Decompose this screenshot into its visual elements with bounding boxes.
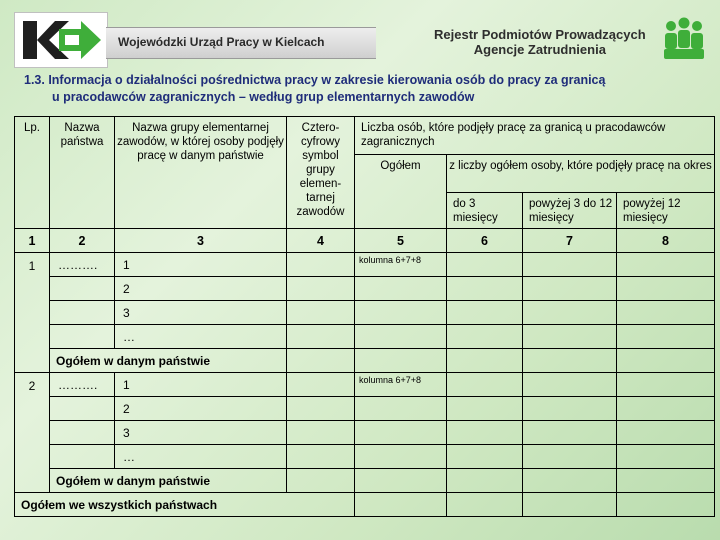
col-number: 5 xyxy=(355,229,447,253)
table-row xyxy=(15,373,715,397)
header-symbol: Cztero-cyfrowy symbol grupy elemen-tarnej zawodów xyxy=(287,117,355,229)
table-row xyxy=(15,277,715,301)
table-row xyxy=(15,253,715,277)
block-lp: 1 xyxy=(15,253,50,373)
grand-total-row xyxy=(15,493,715,517)
subtotal-label: Ogółem w danym państwie xyxy=(50,469,287,493)
grand-total-label: Ogółem we wszystkich państwach xyxy=(15,493,355,517)
col-number: 7 xyxy=(523,229,617,253)
wup-logo xyxy=(14,12,108,68)
block-lp: 2 xyxy=(15,373,50,493)
subtotal-label: Ogółem w danym państwie xyxy=(50,349,287,373)
registry-title-line2: Agencje Zatrudnienia xyxy=(473,42,606,57)
people-group-icon xyxy=(660,16,708,64)
group-item: … xyxy=(115,445,287,469)
header xyxy=(0,0,720,70)
header-period-1: do 3 miesięcy xyxy=(447,193,523,229)
group-item: 1 xyxy=(115,373,287,397)
group-item: … xyxy=(115,325,287,349)
col-number: 4 xyxy=(287,229,355,253)
table-row xyxy=(15,421,715,445)
header-period-2: powyżej 3 do 12 miesięcy xyxy=(523,193,617,229)
table-row xyxy=(15,325,715,349)
table-row xyxy=(15,397,715,421)
group-item: 3 xyxy=(115,301,287,325)
activity-table xyxy=(14,116,715,517)
org-banner xyxy=(106,27,376,59)
header-count: Liczba osób, które podjęły pracę za granicą u pracodawców zagranicznych xyxy=(355,117,715,155)
table-row xyxy=(15,445,715,469)
section-title xyxy=(24,72,704,106)
section-title-line2: u pracodawców zagranicznych – według grup elementarnych zawodów xyxy=(52,90,475,104)
col-number: 2 xyxy=(50,229,115,253)
section-title-line1: 1.3. Informacja o działalności pośrednictwa pracy w zakresie kierowania osób do pracy za granicą xyxy=(24,73,606,87)
header-total: Ogółem xyxy=(355,155,447,229)
table-row xyxy=(15,301,715,325)
header-group: Nazwa grupy elementarnej zawodów, w której osoby podjęły pracę w danym państwie xyxy=(115,117,287,229)
group-item: 1 xyxy=(115,253,287,277)
header-period-3: powyżej 12 miesięcy xyxy=(617,193,715,229)
group-item: 2 xyxy=(115,277,287,301)
col-number: 1 xyxy=(15,229,50,253)
header-lp: Lp. xyxy=(15,117,50,229)
header-country: Nazwa państwa xyxy=(50,117,115,229)
country-name: ………. xyxy=(50,253,115,277)
col-number: 8 xyxy=(617,229,715,253)
col-number: 6 xyxy=(447,229,523,253)
header-period: z liczby ogółem osoby, które podjęły pracę na okres xyxy=(447,155,715,193)
wup-logo-icon xyxy=(15,13,107,67)
registry-title xyxy=(434,27,646,57)
total-note: kolumna 6+7+8 xyxy=(355,253,447,277)
header-row-1 xyxy=(15,117,715,155)
total-note: kolumna 6+7+8 xyxy=(355,373,447,397)
country-name: ………. xyxy=(50,373,115,397)
subtotal-row xyxy=(15,349,715,373)
group-item: 2 xyxy=(115,397,287,421)
org-name: Wojewódzki Urząd Pracy w Kielcach xyxy=(118,35,325,49)
column-numbers-row xyxy=(15,229,715,253)
group-item: 3 xyxy=(115,421,287,445)
registry-title-line1: Rejestr Podmiotów Prowadzących xyxy=(434,27,646,42)
col-number: 3 xyxy=(115,229,287,253)
subtotal-row xyxy=(15,469,715,493)
